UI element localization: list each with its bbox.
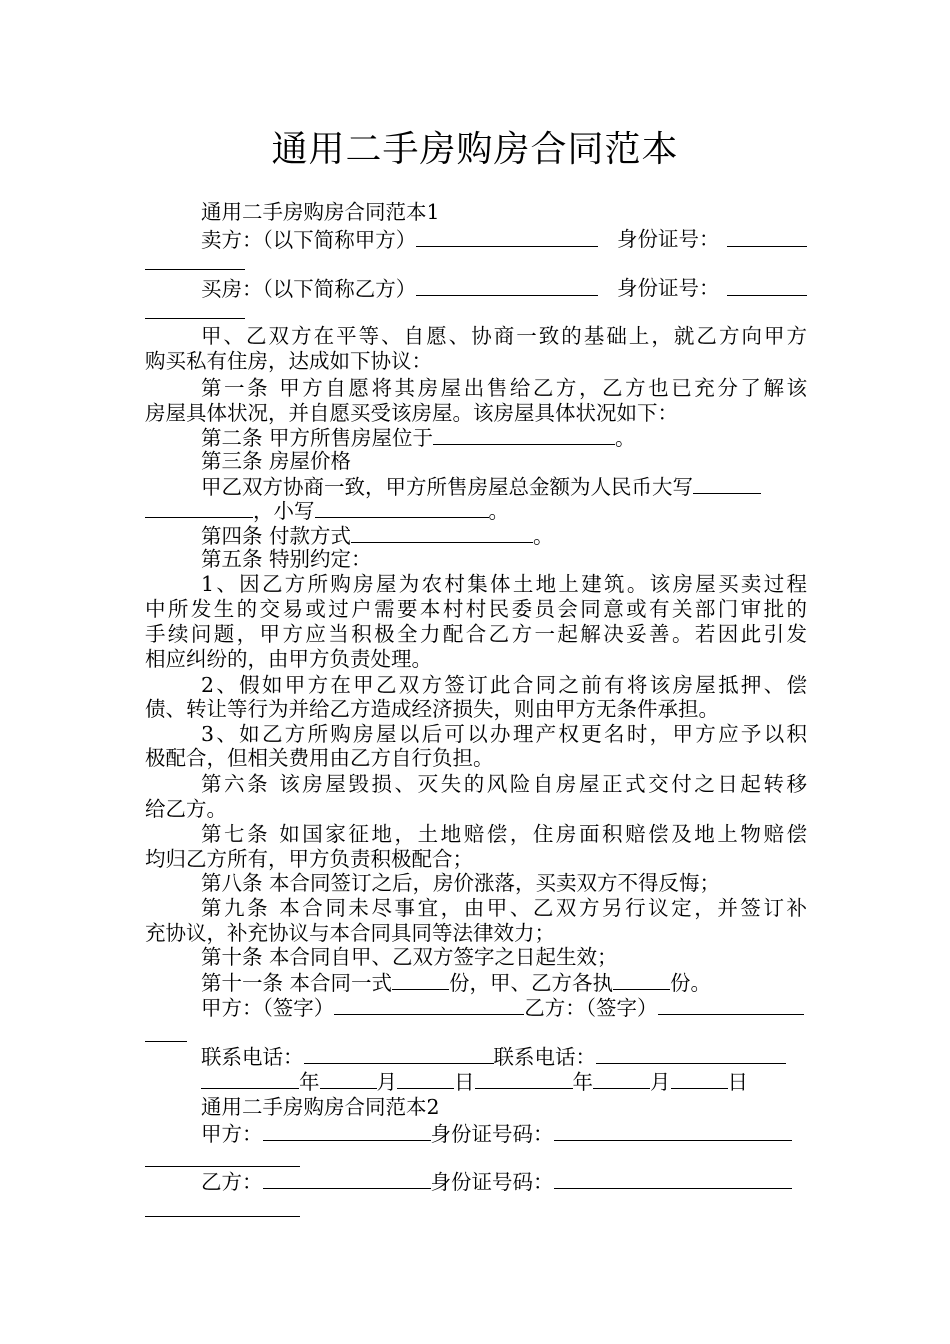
- intro-line-1: 甲、乙双方在平等、自愿、协商一致的基础上，就乙方向甲方: [201, 324, 807, 348]
- seller-id-label: 身份证号：: [617, 227, 720, 251]
- buyer-id-blank-cont: [145, 318, 245, 319]
- price-capital-blank-cont: [145, 498, 253, 518]
- month-a-label: 月: [376, 1070, 397, 1094]
- party-a-label: 甲方：: [201, 1122, 263, 1146]
- article-10: 第十条 本合同自甲、乙双方签字之日起生效；: [201, 945, 618, 969]
- price-text: 甲乙双方协商一致，甲方所售房屋总金额为人民币大写: [201, 475, 693, 499]
- period: 。: [533, 524, 554, 548]
- article-6-line-1: 第六条 该房屋毁损、灭失的风险自房屋正式交付之日起转移: [201, 772, 807, 796]
- month-b-blank: [593, 1069, 650, 1089]
- buyer-blank: [416, 276, 598, 296]
- party-b-id-label: 身份证号码：: [430, 1170, 554, 1194]
- period: 。: [488, 499, 509, 523]
- year-a-blank: [201, 1069, 299, 1089]
- copies-blank: [392, 970, 449, 990]
- article-11: [201, 970, 711, 995]
- special-1-line-4: 相应纠纷的，由甲方负责处理。: [145, 647, 432, 671]
- day-a-label: 日: [454, 1070, 475, 1094]
- phone-a-blank: [304, 1044, 494, 1064]
- price-capital-blank: [693, 474, 761, 494]
- article-8: 第八条 本合同签订之后，房价涨落，买卖双方不得反悔；: [201, 871, 721, 895]
- article-9-line-1: 第九条 本合同未尽事宜，由甲、乙双方另行议定，并签订补: [201, 896, 807, 920]
- article-11-text-c: 份。: [670, 971, 712, 995]
- article-4: [201, 523, 554, 548]
- article-1-line-1: 第一条 甲方自愿将其房屋出售给乙方，乙方也已充分了解该: [201, 376, 807, 400]
- seller-id-blank: [727, 246, 807, 247]
- phone-line: [201, 1044, 786, 1069]
- sign-b-label: 乙方：（签字）: [524, 996, 658, 1020]
- sign-b-blank: [658, 995, 804, 1015]
- party-b-blank: [263, 1169, 431, 1189]
- sign-a-blank: [334, 995, 524, 1015]
- sign-b-blank-cont: [145, 1041, 187, 1042]
- special-1-line-1: 1、因乙方所购房屋为农村集体土地上建筑。该房屋买卖过程: [201, 572, 807, 596]
- year-b-label: 年: [572, 1070, 593, 1094]
- article-7-line-1: 第七条 如国家征地，土地赔偿，住房面积赔偿及地上物赔偿: [201, 822, 807, 846]
- price-line-2: [145, 498, 509, 523]
- party-b-id-blank: [554, 1169, 792, 1189]
- seller-label: 卖方：（以下简称甲方）: [201, 228, 417, 252]
- party-a-id-blank: [554, 1121, 792, 1141]
- special-3-line-2: 极配合，但相关费用由乙方自行负担。: [145, 746, 494, 770]
- copies-each-blank: [613, 970, 670, 990]
- date-line: [201, 1069, 748, 1094]
- party-b-label: 乙方：: [201, 1170, 263, 1194]
- sign-a-label: 甲方：（签字）: [201, 996, 335, 1020]
- phone-b-label: 联系电话：: [493, 1045, 596, 1069]
- party-b-id-blank-cont: [145, 1216, 300, 1217]
- month-a-blank: [320, 1069, 377, 1089]
- party-b-line: [201, 1169, 792, 1194]
- phone-a-label: 联系电话：: [201, 1045, 304, 1069]
- phone-b-blank: [596, 1044, 786, 1064]
- day-a-blank: [397, 1069, 454, 1089]
- price-small-blank: [315, 498, 489, 518]
- article-4-text: 第四条 付款方式: [201, 524, 352, 548]
- article-3: 第三条 房屋价格: [201, 449, 352, 473]
- location-blank: [433, 425, 615, 445]
- month-b-label: 月: [650, 1070, 671, 1094]
- intro-line-2: 购买私有住房，达成如下协议：: [145, 349, 432, 373]
- price-small-label: ，小写: [253, 499, 315, 523]
- buyer-line: [201, 276, 598, 301]
- day-b-blank: [671, 1069, 728, 1089]
- article-6-line-2: 给乙方。: [145, 797, 227, 821]
- party-a-id-label: 身份证号码：: [430, 1122, 554, 1146]
- special-1-line-2: 中所发生的交易或过户需要本村村民委员会同意或有关部门审批的: [145, 597, 807, 621]
- buyer-id-blank: [727, 295, 807, 296]
- price-line-1: [201, 474, 761, 499]
- party-a-line: [201, 1121, 792, 1146]
- period: 。: [615, 426, 636, 450]
- section-heading-1: 通用二手房购房合同范本1: [201, 200, 440, 224]
- seller-line: [201, 227, 598, 252]
- seller-blank: [416, 227, 598, 247]
- party-a-blank: [263, 1121, 431, 1141]
- special-2-line-1: 2、假如甲方在甲乙双方签订此合同之前有将该房屋抵押、偿: [201, 673, 807, 697]
- party-a-id-blank-cont: [145, 1166, 300, 1167]
- article-9-line-2: 充协议，补充协议与本合同具同等法律效力；: [145, 921, 555, 945]
- article-5: 第五条 特别约定：: [201, 547, 372, 571]
- signature-line: [201, 995, 804, 1020]
- buyer-id-label: 身份证号：: [617, 276, 720, 300]
- section-heading-2: 通用二手房购房合同范本2: [201, 1095, 440, 1119]
- year-b-blank: [475, 1069, 573, 1089]
- year-a-label: 年: [299, 1070, 320, 1094]
- special-1-line-3: 手续问题，甲方应当积极全力配合乙方一起解决妥善。若因此引发: [145, 622, 807, 646]
- article-7-line-2: 均归乙方所有，甲方负责积极配合；: [145, 847, 473, 871]
- day-b-label: 日: [727, 1070, 748, 1094]
- document-title: 通用二手房购房合同范本: [271, 129, 679, 170]
- seller-id-blank-cont: [145, 269, 245, 270]
- article-2: [201, 425, 636, 450]
- article-11-text-b: 份，甲、乙方各执: [449, 971, 614, 995]
- article-1-line-2: 房屋具体状况，并自愿买受该房屋。该房屋具体状况如下：: [145, 401, 678, 425]
- article-2-text: 第二条 甲方所售房屋位于: [201, 426, 434, 450]
- payment-blank: [351, 523, 533, 543]
- buyer-label: 买房：（以下简称乙方）: [201, 277, 417, 301]
- article-11-text-a: 第十一条 本合同一式: [201, 971, 393, 995]
- special-2-line-2: 债、转让等行为并给乙方造成经济损失，则由甲方无条件承担。: [145, 697, 719, 721]
- special-3-line-1: 3、如乙方所购房屋以后可以办理产权更名时，甲方应予以积: [201, 722, 807, 746]
